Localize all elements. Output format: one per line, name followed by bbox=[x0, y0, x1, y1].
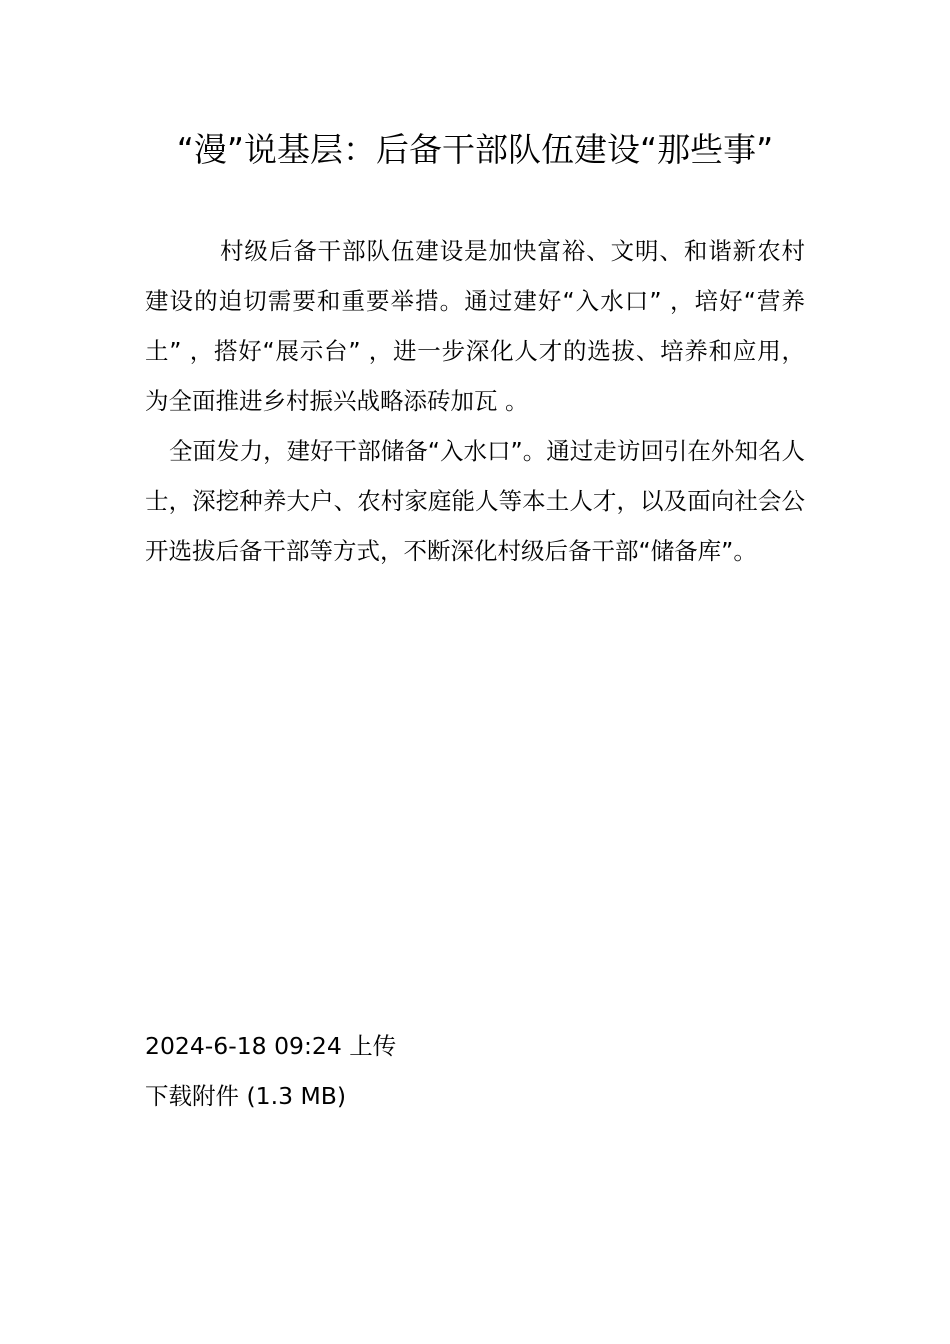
upload-label: 上传 bbox=[349, 1032, 397, 1060]
body-paragraph: 全面发力，建好干部储备“入水口”。通过走访回引在外知名人士，深挖种养大户、农村家庭能人等本土人才，以及面向社会公开选拔后备干部等方式，不断深化村级后备干部“储备库”。 bbox=[145, 437, 805, 565]
download-attachment bbox=[145, 1081, 346, 1111]
file-size: (1.3 MB) bbox=[246, 1082, 347, 1110]
upload-info bbox=[145, 1031, 396, 1061]
upload-time: 2024-6-18 09:24 bbox=[145, 1032, 342, 1060]
document-title: “漫”说基层：后备干部队伍建设“那些事” bbox=[176, 130, 774, 169]
download-link[interactable]: 下载附件 bbox=[145, 1082, 239, 1110]
body-paragraph: 村级后备干部队伍建设是加快富裕、文明、和谐新农村建设的迫切需要和重要举措。通过建好“入水口” ，培好“营养土” ，搭好“展示台” ，进一步深化人才的选拔、培养和应用，为全面推进乡村振兴战略添砖加瓦 。 bbox=[145, 237, 805, 415]
